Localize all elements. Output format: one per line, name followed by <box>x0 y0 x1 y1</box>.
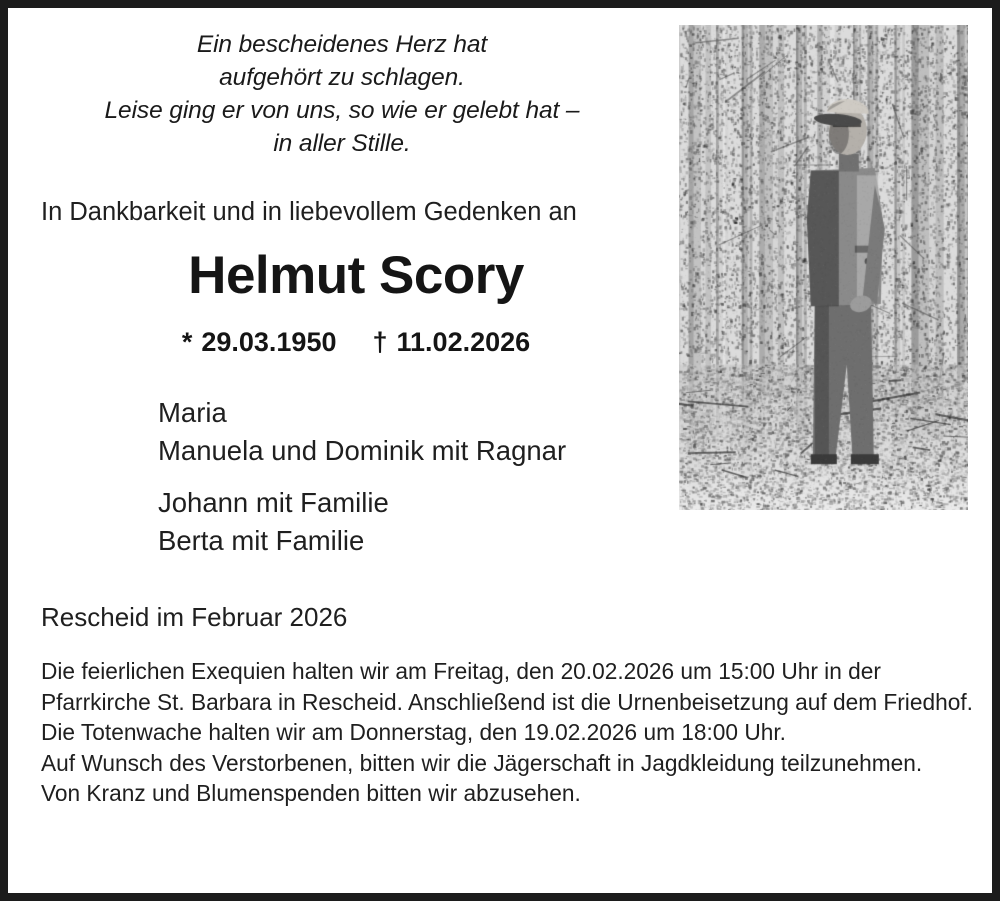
life-dates <box>41 325 671 359</box>
detail-paragraph: Von Kranz und Blumenspenden bitten wir abzusehen. <box>41 780 581 806</box>
deceased-photo <box>679 25 968 510</box>
detail-paragraph: Die feierlichen Exequien halten wir am Freitag, den 20.02.2026 um 15:00 Uhr in der Pfarrkirche St. Barbara in Rescheid. Anschließend ist die Urnenbeisetzung auf dem Friedhof. <box>41 658 973 715</box>
mourner-group <box>158 394 678 470</box>
birth-symbol-icon: * <box>181 327 193 357</box>
notice-inner <box>8 8 992 893</box>
verse-line: Leise ging er von uns, so wie er gelebt hat – <box>104 97 580 124</box>
mourner-group <box>158 484 678 560</box>
deceased-name: Helmut Scory <box>188 246 524 305</box>
detail-paragraph: Auf Wunsch des Verstorbenen, bitten wir die Jägerschaft in Jagdkleidung teilzunehmen. <box>41 749 923 776</box>
verse-line: in aller Stille. <box>273 130 411 157</box>
verse-line: aufgehört zu schlagen. <box>219 64 465 91</box>
verse-line: Ein bescheidenes Herz hat <box>196 31 488 58</box>
birth-date: 29.03.1950 <box>201 327 337 357</box>
place-and-date: Rescheid im Februar 2026 <box>41 602 348 632</box>
mourner-line: Berta mit Familie <box>158 525 365 556</box>
mourner-line: Johann mit Familie <box>158 487 389 518</box>
dedication-text: In Dankbarkeit und in liebevollem Gedenken an <box>41 198 577 226</box>
mourner-line: Maria <box>158 397 227 428</box>
mourners-list <box>158 394 678 560</box>
detail-paragraph: Die Totenwache halten wir am Donnerstag, den 19.02.2026 um 18:00 Uhr. <box>41 719 786 745</box>
funeral-details <box>41 656 976 809</box>
mourner-line: Manuela und Dominik mit Ragnar <box>158 435 567 466</box>
photo-canvas <box>679 25 968 510</box>
memorial-verse <box>32 28 652 160</box>
death-date: 11.02.2026 <box>396 327 531 357</box>
cross-symbol-icon: † <box>372 327 388 357</box>
